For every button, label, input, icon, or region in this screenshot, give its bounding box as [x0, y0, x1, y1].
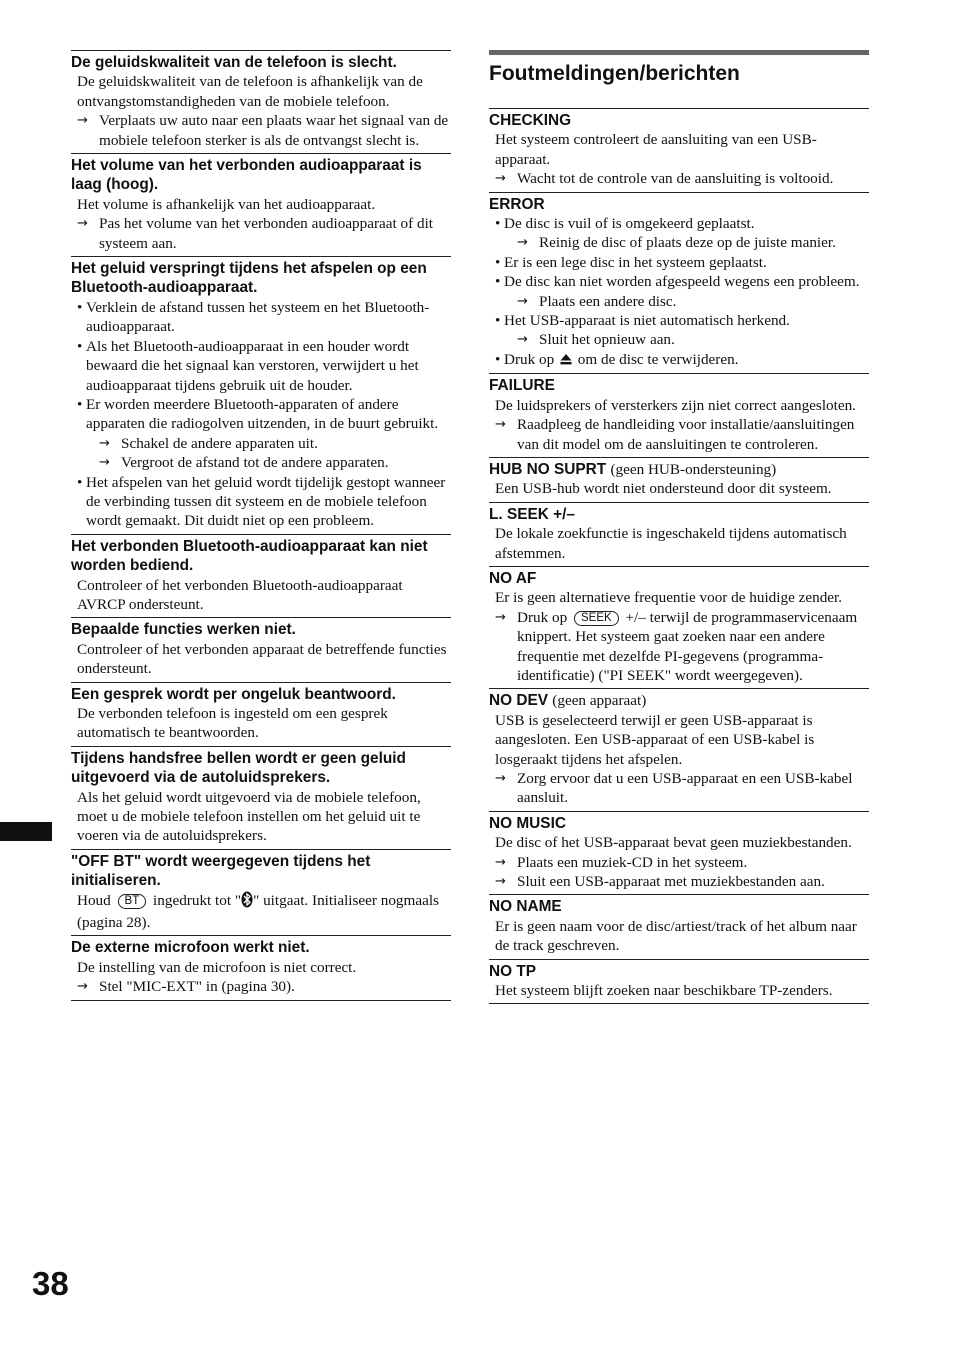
arrow-icon: →: [517, 332, 528, 348]
trouble-section: [71, 935, 451, 1000]
trouble-section: [71, 256, 451, 534]
bullet-text: Het USB-apparaat is niet automatisch herkend.: [504, 312, 790, 330]
text-part: " uitgaat. Initialiseer nogmaals (pagina 28).: [77, 891, 439, 932]
message-section: [489, 373, 869, 457]
message-code-text: HUB NO SUPRT: [489, 460, 607, 478]
text-part: om de disc te verwijderen.: [577, 350, 739, 368]
bullet-text: De disc is vuil of is omgekeerd geplaatst.: [504, 215, 755, 233]
arrow-icon: →: [495, 854, 506, 870]
arrow-icon: →: [495, 171, 506, 187]
section-text: Het volume is afhankelijk van het audioapparaat.: [77, 195, 376, 213]
text-part: Houd: [77, 891, 111, 909]
remedy-line: [71, 111, 451, 150]
message-section: [489, 192, 869, 374]
message-text: De lokale zoekfunctie is ingeschakeld tijdens automatisch afstemmen.: [495, 525, 847, 562]
message-section: [489, 688, 869, 810]
arrow-icon: →: [99, 435, 110, 451]
section-heading: Tijdens handsfree bellen wordt er geen geluid uitgevoerd via de autoluidsprekers.: [71, 749, 406, 787]
arrow-icon: →: [495, 609, 506, 625]
bullet-item: [71, 337, 451, 395]
message-text: De luidsprekers of versterkers zijn niet correct aangesloten.: [495, 396, 856, 414]
section-heading: Bepaalde functies werken niet.: [71, 621, 296, 639]
remedy-text: Plaats een andere disc.: [539, 292, 677, 310]
bullet-item: [71, 473, 451, 531]
bullet-icon: •: [495, 273, 501, 291]
message-code-text: NO DEV: [489, 692, 549, 710]
trouble-section: [71, 849, 451, 936]
trouble-section: [71, 534, 451, 618]
message-code-note: (geen HUB-ondersteuning): [610, 460, 777, 478]
section-text: Als het geluid wordt uitgevoerd via de mobiele telefoon, moet u de mobiele telefoon instellen om het geluid uit te voeren via de autoluidsprekers.: [77, 788, 421, 845]
message-code: NO AF: [489, 569, 537, 587]
arrow-icon: →: [77, 979, 88, 995]
text-part: ingedrukt tot ": [153, 891, 242, 909]
message-code: NO MUSIC: [489, 814, 566, 832]
bullet-item: [71, 395, 451, 434]
remedy-text: Schakel de andere apparaten uit.: [121, 434, 318, 452]
bullet-icon: •: [495, 312, 501, 330]
message-text: Een USB-hub wordt niet ondersteund door dit systeem.: [495, 480, 832, 498]
text-part: Druk op: [504, 350, 555, 368]
remedy-line: [489, 233, 869, 252]
message-code: ERROR: [489, 195, 545, 213]
remedy-text: Wacht tot de controle van de aansluiting is voltooid.: [517, 170, 834, 188]
section-text: [71, 891, 451, 933]
remedy-text: [517, 608, 869, 686]
bt-key-label: BT: [118, 894, 147, 909]
text-part: Druk op: [517, 608, 568, 626]
bullet-text: [504, 350, 738, 370]
arrow-icon: →: [99, 455, 110, 471]
message-code: CHECKING: [489, 112, 572, 129]
remedy-text: Sluit een USB-apparaat met muziekbestanden aan.: [517, 873, 825, 891]
seek-key-label: SEEK: [574, 611, 619, 626]
eject-icon: [560, 351, 572, 370]
section-heading: Het verbonden Bluetooth-audioapparaat kan niet worden bediend.: [71, 537, 428, 575]
remedy-line: [489, 330, 869, 349]
arrow-icon: →: [495, 417, 506, 433]
section-heading: De externe microfoon werkt niet.: [71, 939, 310, 957]
bullet-item: [489, 253, 869, 272]
message-code-note: (geen apparaat): [552, 692, 647, 710]
bullet-text: Er worden meerdere Bluetooth-apparaten of andere apparaten die radiogolven uitzenden, in de buurt gebruikt.: [86, 395, 439, 433]
message-section: [489, 457, 869, 502]
message-text: Het systeem blijft zoeken naar beschikbare TP-zenders.: [495, 982, 833, 1000]
message-text: Er is geen alternatieve frequentie voor de huidige zender.: [495, 589, 843, 607]
bullet-icon: •: [77, 473, 83, 491]
bullet-item: [489, 214, 869, 233]
bullet-text: Als het Bluetooth-audioapparaat in een houder wordt bewaard die het signaal kan verstoren, verwijdert u het audioapparaat tijdens gebruik uit de houder.: [86, 337, 419, 394]
remedy-line: [489, 169, 869, 188]
bullet-icon: •: [495, 215, 501, 233]
remedy-text: Sluit het opnieuw aan.: [539, 331, 675, 349]
message-section: [489, 811, 869, 895]
message-text: Het systeem controleert de aansluiting van een USB-apparaat.: [495, 131, 817, 168]
message-code: [489, 691, 869, 710]
section-heading: Een gesprek wordt per ongeluk beantwoord.: [71, 685, 396, 703]
remedy-line: [489, 853, 869, 872]
remedy-text: Reinig de disc of plaats deze op de juiste manier.: [539, 234, 836, 252]
section-tab-marker: [0, 822, 52, 841]
section-text: Controleer of het verbonden Bluetooth-audioapparaat AVRCP ondersteunt.: [77, 576, 403, 613]
remedy-text: Zorg ervoor dat u een USB-apparaat en een USB-kabel aansluit.: [517, 770, 853, 807]
trouble-section: [71, 746, 451, 849]
left-column: [71, 50, 451, 1001]
section-heading: Het volume van het verbonden audioapparaat is laag (hoog).: [71, 157, 422, 194]
message-section: [489, 959, 869, 1005]
remedy-line: [489, 872, 869, 891]
bluetooth-icon: [241, 891, 253, 913]
arrow-icon: →: [495, 771, 506, 786]
remedy-line: [71, 453, 451, 472]
message-text: USB is geselecteerd terwijl er geen USB-apparaat is aangesloten. Een USB-apparaat of een USB-kabel is losgeraakt tijdens het afspelen.: [495, 711, 815, 768]
message-section: [489, 108, 869, 192]
section-text: Controleer of het verbonden apparaat de betreffende functies ondersteunt.: [77, 640, 447, 678]
bullet-icon: •: [495, 350, 501, 368]
remedy-text: Vergroot de afstand tot de andere apparaten.: [121, 454, 389, 472]
trouble-section: [71, 50, 451, 153]
message-code: NO TP: [489, 962, 537, 980]
bullet-item: [71, 298, 451, 337]
bullet-icon: •: [495, 253, 501, 271]
section-text: De verbonden telefoon is ingesteld om een gesprek automatisch te beantwoorden.: [77, 705, 388, 742]
remedy-line: [489, 415, 869, 454]
remedy-line: [489, 608, 869, 686]
remedy-text: Verplaats uw auto naar een plaats waar het signaal van de mobiele telefoon sterker is als de ontvangst slecht is.: [99, 112, 449, 149]
trouble-section: [71, 682, 451, 746]
message-code: FAILURE: [489, 377, 555, 395]
arrow-icon: →: [517, 235, 528, 251]
remedy-line: [71, 977, 451, 996]
bullet-icon: •: [77, 395, 83, 413]
arrow-icon: →: [77, 113, 88, 129]
page-title: Foutmeldingen/berichten: [489, 62, 740, 85]
message-code: L. SEEK +/–: [489, 505, 575, 523]
remedy-text: Plaats een muziek-CD in het systeem.: [517, 853, 748, 871]
arrow-icon: →: [517, 293, 528, 309]
section-text: De instelling van de microfoon is niet correct.: [77, 958, 357, 976]
bullet-item: [489, 311, 869, 330]
remedy-line: [71, 214, 451, 253]
section-heading: Het geluid verspringt tijdens het afspelen op een Bluetooth-audioapparaat.: [71, 260, 427, 297]
message-section: [489, 502, 869, 566]
right-column: [489, 50, 869, 1004]
message-text: Er is geen naam voor de disc/artiest/track of het album naar de track geschreven.: [495, 917, 857, 955]
section-text: De geluidskwaliteit van de telefoon is afhankelijk van de ontvangstomstandigheden van de mobiele telefoon.: [77, 73, 423, 110]
text-part: +/– terwijl de programmaservicenaam knippert. Het systeem gaat zoeken naar een andere frequentie met dezelfde PI-gegevens (programma-identificatie) ("PI SEEK" wordt weergegeven).: [517, 608, 858, 684]
bullet-text: Het afspelen van het geluid wordt tijdelijk gestopt wanneer de verbinding tussen dit systeem en de mobiele telefoon wordt gemaakt. Dit duidt niet op een probleem.: [86, 473, 446, 530]
arrow-icon: →: [77, 216, 88, 232]
bullet-text: Verklein de afstand tussen het systeem en het Bluetooth-audioapparaat.: [86, 298, 430, 336]
remedy-line: [489, 769, 869, 808]
message-code: NO NAME: [489, 898, 562, 916]
bullet-item: [489, 350, 869, 370]
message-text: De disc of het USB-apparaat bevat geen muziekbestanden.: [495, 834, 852, 852]
message-section: [489, 566, 869, 688]
remedy-line: [71, 434, 451, 453]
section-heading: "OFF BT" wordt weergegeven tijdens het initialiseren.: [71, 852, 371, 890]
bullet-text: Er is een lege disc in het systeem geplaatst.: [504, 253, 767, 271]
bullet-icon: •: [77, 298, 83, 316]
arrow-icon: →: [495, 874, 506, 890]
page-number: 38: [32, 1265, 69, 1302]
bullet-icon: •: [77, 337, 83, 355]
bullet-text: De disc kan niet worden afgespeeld wegens een probleem.: [504, 273, 860, 291]
section-heading: De geluidskwaliteit van de telefoon is slecht.: [71, 54, 397, 71]
trouble-section: [71, 153, 451, 256]
message-section: [489, 894, 869, 958]
bullet-item: [489, 272, 869, 291]
remedy-text: Pas het volume van het verbonden audioapparaat of dit systeem aan.: [99, 215, 434, 252]
remedy-line: [489, 292, 869, 311]
message-code: [489, 460, 869, 479]
trouble-section: [71, 617, 451, 681]
remedy-text: Raadpleeg de handleiding voor installatie/aansluitingen van dit model om de aansluitingen te controleren.: [517, 416, 855, 453]
remedy-text: Stel "MIC-EXT" in (pagina 30).: [99, 978, 295, 996]
